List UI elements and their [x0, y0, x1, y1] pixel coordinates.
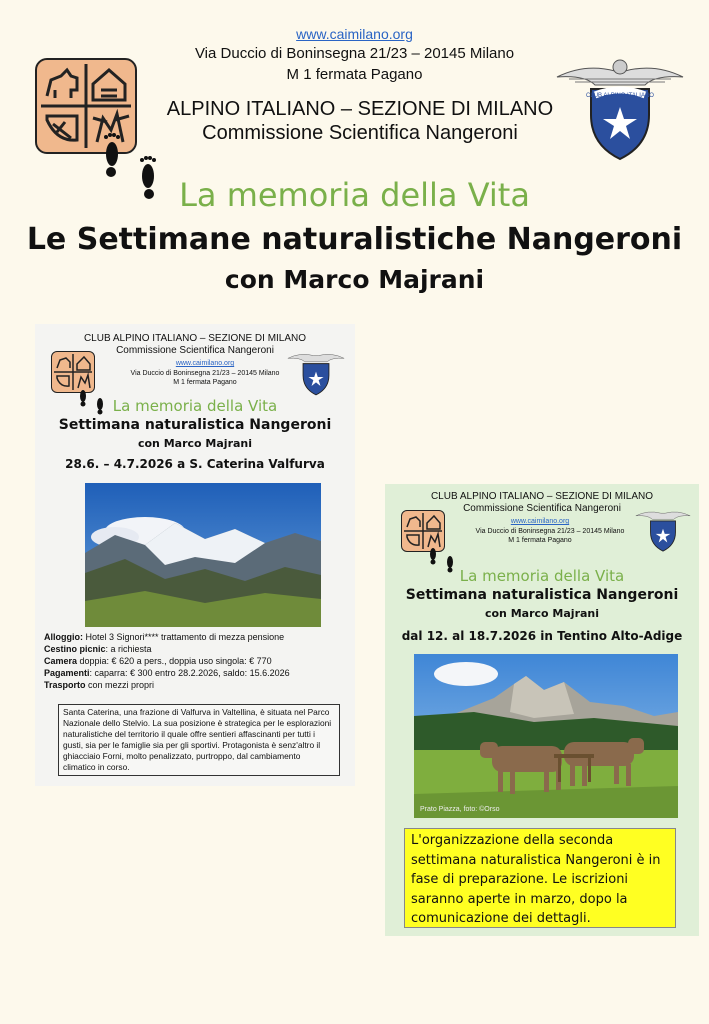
info-cestino: Cestino picnic: a richiesta — [44, 644, 152, 654]
flyer2-with: con Marco Majrani — [484, 607, 600, 620]
info-camera: Camera doppia: € 620 a pers., doppia uso singola: € 770 — [44, 656, 272, 666]
flyer1-title: Settimana naturalistica Nangeroni — [58, 417, 332, 433]
flyer1-dates: 28.6. – 4.7.2026 a S. Caterina Valfurva — [65, 457, 325, 471]
flyer1-cai-emblem-icon — [287, 348, 345, 403]
flyer1-org: CLUB ALPINO ITALIANO – SEZIONE DI MILANO — [83, 333, 307, 344]
flyer2-title: Settimana naturalistica Nangeroni — [405, 587, 679, 603]
flyer2-metro: M 1 fermata Pagano — [508, 537, 572, 544]
flyer1-metro: M 1 fermata Pagano — [173, 379, 237, 386]
info-alloggio: Alloggio: Hotel 3 Signori**** trattamento di mezza pensione — [44, 632, 285, 642]
main-with: con Marco Majrani — [224, 265, 485, 294]
emblem-text: CLUB ALPINO ITALIANO — [586, 93, 654, 99]
flyer2-dates: dal 12. al 18.7.2026 in Tentino Alto-Adige — [401, 629, 683, 643]
flyer2-photo-cows — [414, 654, 678, 818]
main-title: Le Settimane naturalistiche Nangeroni — [26, 222, 683, 257]
flyer1-info — [44, 631, 344, 691]
flyer1-subtitle: La memoria della Vita — [112, 397, 278, 415]
flyer1-description: Santa Caterina, una frazione di Valfurva in Valtellina, è situata nel Parco Nazionale dello Stelvio. La sua posizione è strategica per le esplorazioni naturalistiche del territorio il quale offre sentieri affascinanti per tutti i gusti, sia per le famiglie sia per gli sportivi. Protagonista è senz'altro il ghiacciaio Forni, molto penalizzato, purtroppo, dal cambiamento climatico in corso. — [58, 704, 340, 776]
info-pagamenti: Pagamenti: caparra: € 300 entro 28.2.2026, saldo: 15.6.2026 — [44, 668, 290, 678]
main-subtitle: La memoria della Vita — [179, 176, 530, 214]
header-metro: M 1 fermata Pagano — [286, 66, 423, 83]
flyer2-org: CLUB ALPINO ITALIANO – SEZIONE DI MILANO — [430, 491, 654, 502]
org-title: ALPINO ITALIANO – SEZIONE DI MILANO — [166, 98, 554, 120]
header-url[interactable]: www.caimilano.org — [296, 26, 413, 42]
flyer1-with: con Marco Majrani — [137, 437, 253, 450]
flyer1-photo-glacier — [85, 483, 321, 627]
flyer2-photo-caption: Prato Piazza, foto: ©Orso — [420, 806, 500, 813]
info-trasporto: Trasporto con mezzi propri — [44, 680, 155, 690]
commission-name: Commissione Scientifica Nangeroni — [202, 122, 518, 144]
flyer2-url[interactable]: www.caimilano.org — [510, 518, 570, 525]
flyer2-notice: L'organizzazione della seconda settimana naturalistica Nangeroni è in fase di preparazione. Le iscrizioni saranno aperte in marzo, dopo la comunicazione dei dettagli. — [404, 828, 676, 928]
flyer2-subtitle: La memoria della Vita — [459, 567, 625, 585]
flyer2-address: Via Duccio di Boninsegna 21/23 – 20145 Milano — [475, 528, 625, 535]
flyer2-cai-emblem-icon — [635, 506, 691, 559]
flyer1-url[interactable]: www.caimilano.org — [175, 360, 235, 367]
header-address: Via Duccio di Boninsegna 21/23 – 20145 Milano — [194, 45, 515, 62]
flyer2-commission: Commissione Scientifica Nangeroni — [463, 503, 621, 514]
flyer1-commission: Commissione Scientifica Nangeroni — [116, 345, 274, 356]
flyer1-address: Via Duccio di Boninsegna 21/23 – 20145 Milano — [130, 370, 280, 377]
